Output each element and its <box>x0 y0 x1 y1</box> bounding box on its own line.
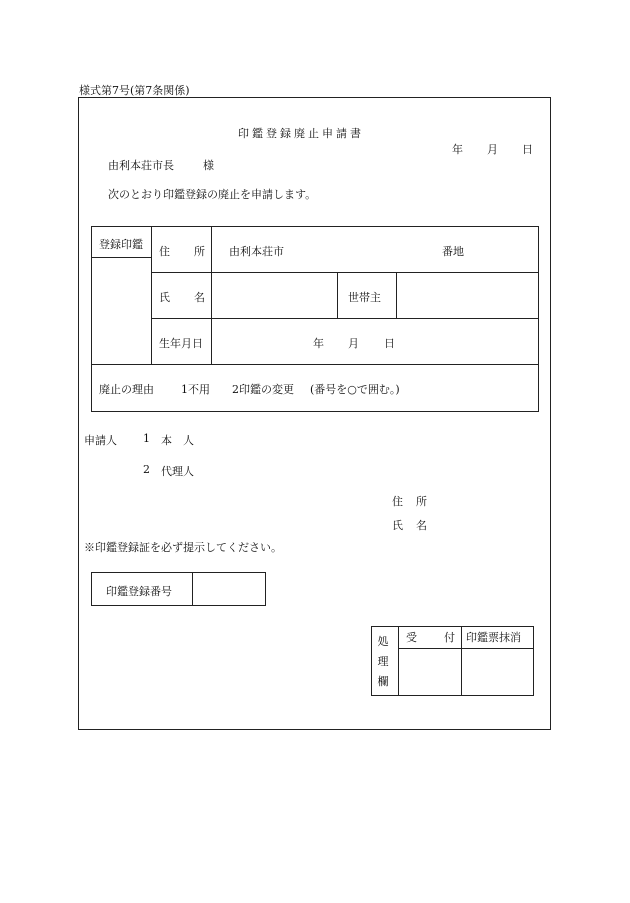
reason-option-unused: 1不用 <box>181 383 210 396</box>
seal-column-divider <box>151 226 152 364</box>
birth-month-label: 月 <box>348 337 359 350</box>
addressee-name: 由利本荘市長 <box>108 159 174 172</box>
birthdate-label: 生年月日 <box>159 337 203 350</box>
applicant-option-2-number: 2 <box>143 463 150 476</box>
processing-label-3: 欄 <box>377 675 389 688</box>
reason-label: 廃止の理由 <box>99 383 154 396</box>
date-day-label: 日 <box>522 143 533 156</box>
processing-label-1: 処 <box>377 635 389 648</box>
name-label-1: 氏 <box>159 291 170 304</box>
processing-header-divider <box>398 648 534 649</box>
agent-name-label-2: 名 <box>416 519 427 532</box>
registration-number-divider <box>192 572 193 606</box>
row-divider-1 <box>151 272 539 273</box>
address-suffix: 番地 <box>442 245 464 258</box>
date-month-label: 月 <box>487 143 498 156</box>
label-column-divider <box>211 226 212 364</box>
name-label-2: 名 <box>194 291 205 304</box>
address-prefix: 由利本荘市 <box>229 245 284 258</box>
row-divider-2 <box>151 318 539 319</box>
agent-name-label-1: 氏 <box>392 519 403 532</box>
processing-receipt-label-1: 受 <box>406 631 417 644</box>
addressee-honorific: 様 <box>203 159 214 172</box>
intro-text: 次のとおり印鑑登録の廃止を申請します。 <box>108 188 317 201</box>
household-column-divider <box>396 272 397 318</box>
row-divider-3 <box>91 364 539 365</box>
applicant-label: 申請人 <box>84 434 117 447</box>
seal-label: 登録印鑑 <box>99 238 143 251</box>
processing-label-2: 理 <box>377 655 389 668</box>
notice-text: ※印鑑登録証を必ず提示してください。 <box>84 541 282 554</box>
seal-header-divider <box>91 257 151 258</box>
form-number: 様式第7号(第7条関係) <box>79 84 190 97</box>
birth-day-label: 日 <box>384 337 395 350</box>
applicant-option-1-number: 1 <box>143 432 150 445</box>
agent-address-label-2: 所 <box>416 495 427 508</box>
household-head-label: 世帯主 <box>348 291 381 304</box>
processing-receipt-label-2: 付 <box>444 631 455 644</box>
processing-cancel-label: 印鑑票抹消 <box>466 631 521 644</box>
processing-divider-2 <box>461 626 462 696</box>
agent-address-label-1: 住 <box>392 495 403 508</box>
address-label-2: 所 <box>194 245 205 258</box>
address-label-1: 住 <box>159 245 170 258</box>
birth-year-label: 年 <box>313 337 324 350</box>
date-year-label: 年 <box>452 143 463 156</box>
name-column-divider <box>337 272 338 318</box>
processing-divider-1 <box>398 626 399 696</box>
reason-note: (番号を○で囲む。) <box>310 383 400 396</box>
applicant-option-agent: 代理人 <box>161 465 194 478</box>
applicant-option-self: 本 人 <box>161 434 194 447</box>
form-title: 印鑑登録廃止申請書 <box>238 127 364 140</box>
reason-option-change: 2印鑑の変更 <box>232 383 294 396</box>
registration-number-label: 印鑑登録番号 <box>106 585 172 598</box>
